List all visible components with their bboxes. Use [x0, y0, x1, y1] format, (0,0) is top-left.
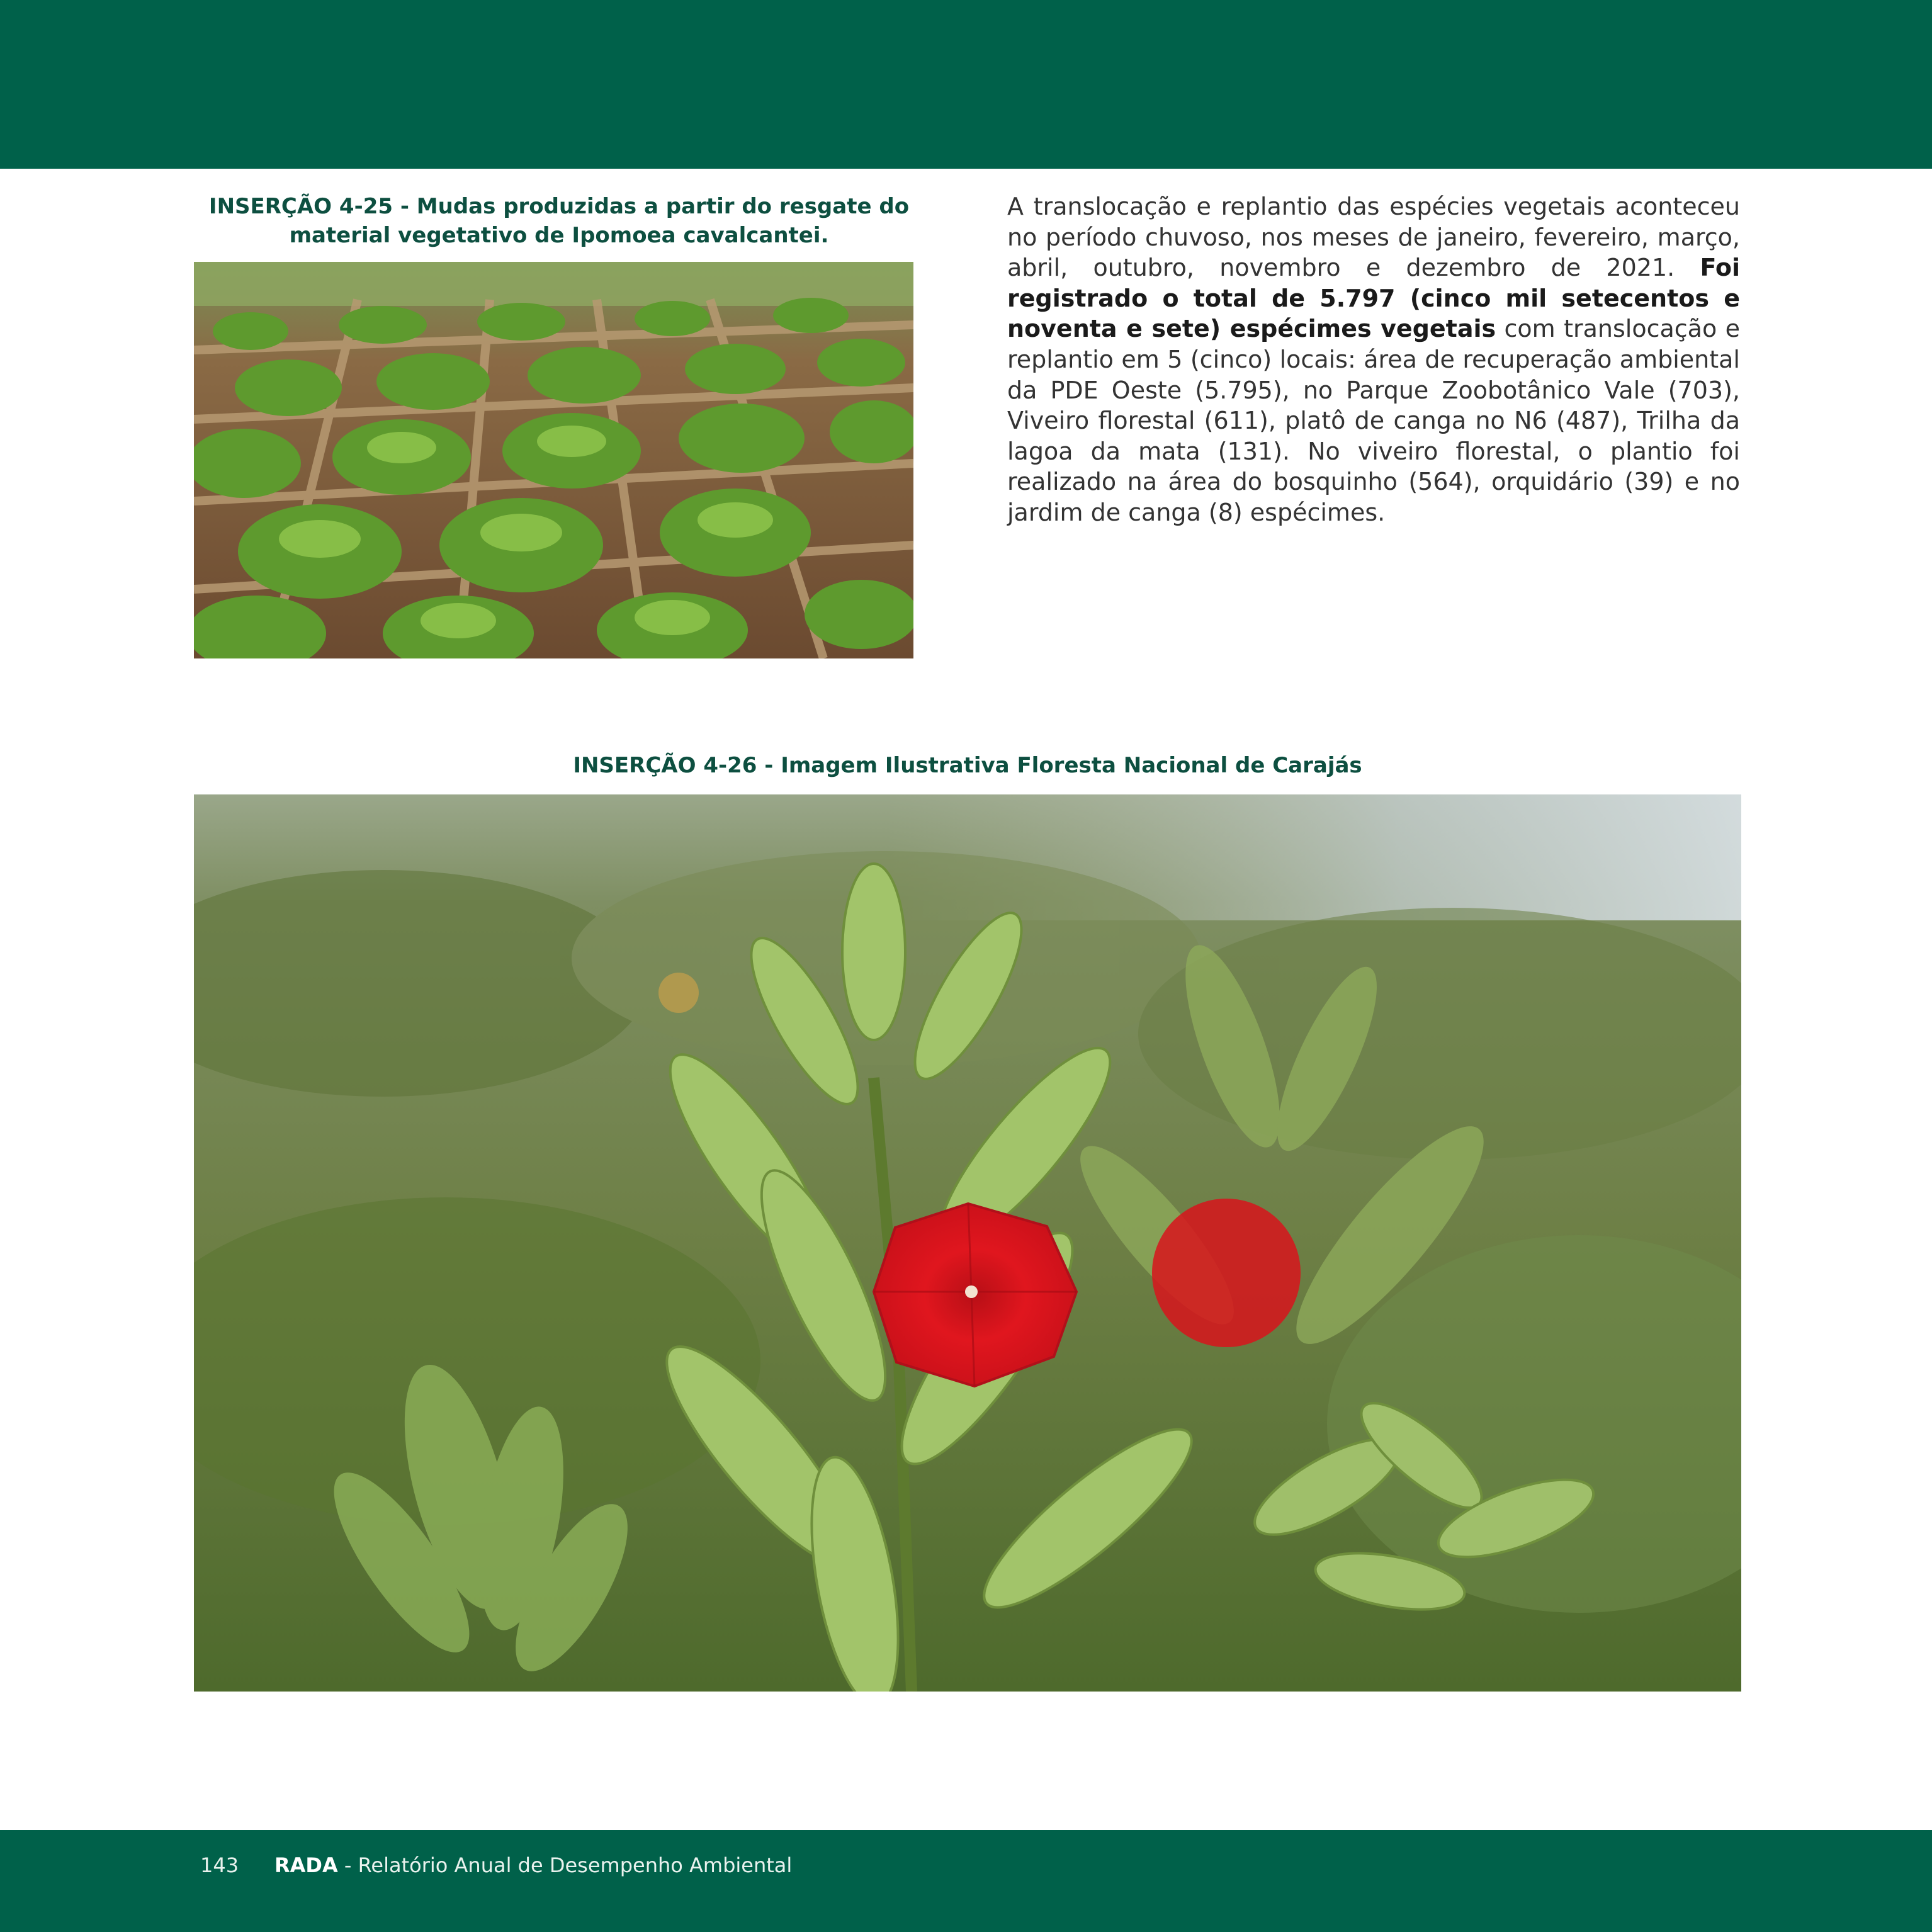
nursery-seedlings-photo: [194, 262, 913, 658]
footer-title: - Relatório Anual de Desempenho Ambiental: [337, 1853, 793, 1877]
body-text-part2: com translocação e replantio em 5 (cinco) locais: área de recuperação ambiental da PDE Oeste (5.795), no Parque Zoobotânico Vale (703), Viveiro florestal (611), platô de canga no N6 (487), Trilha da lagoa da mata (131). No viveiro florestal, o plantio foi realizado na área do bosquinho (564), orquidário (39) e no jardim de canga (8) espécimes.: [1007, 315, 1740, 526]
page-number: 143: [200, 1853, 239, 1877]
figure-caption-4-26: INSERÇÃO 4-26 - Imagem Ilustrativa Floresta Nacional de Carajás: [573, 753, 1362, 778]
footer-brand: RADA: [274, 1853, 338, 1877]
footer: [200, 1851, 792, 1889]
body-text-part1: A translocação e replantio das espécies vegetais aconteceu no período chuvoso, nos meses de janeiro, fevereiro, março, abril, outubro, novembro e dezembro de 2021.: [1007, 193, 1740, 282]
header-band: [0, 0, 1932, 169]
figure-caption-4-25: INSERÇÃO 4-25 - Mudas produzidas a partir do resgate do material vegetativo de Ipomoea cavalcantei.: [208, 194, 910, 248]
body-paragraph: [1007, 191, 1740, 528]
red-flower-photo: [194, 794, 1741, 1692]
body-text-bold: Foi registrado o total de 5.797 (cinco mil setecentos e noventa e sete) espécimes vegetais: [1007, 254, 1740, 343]
